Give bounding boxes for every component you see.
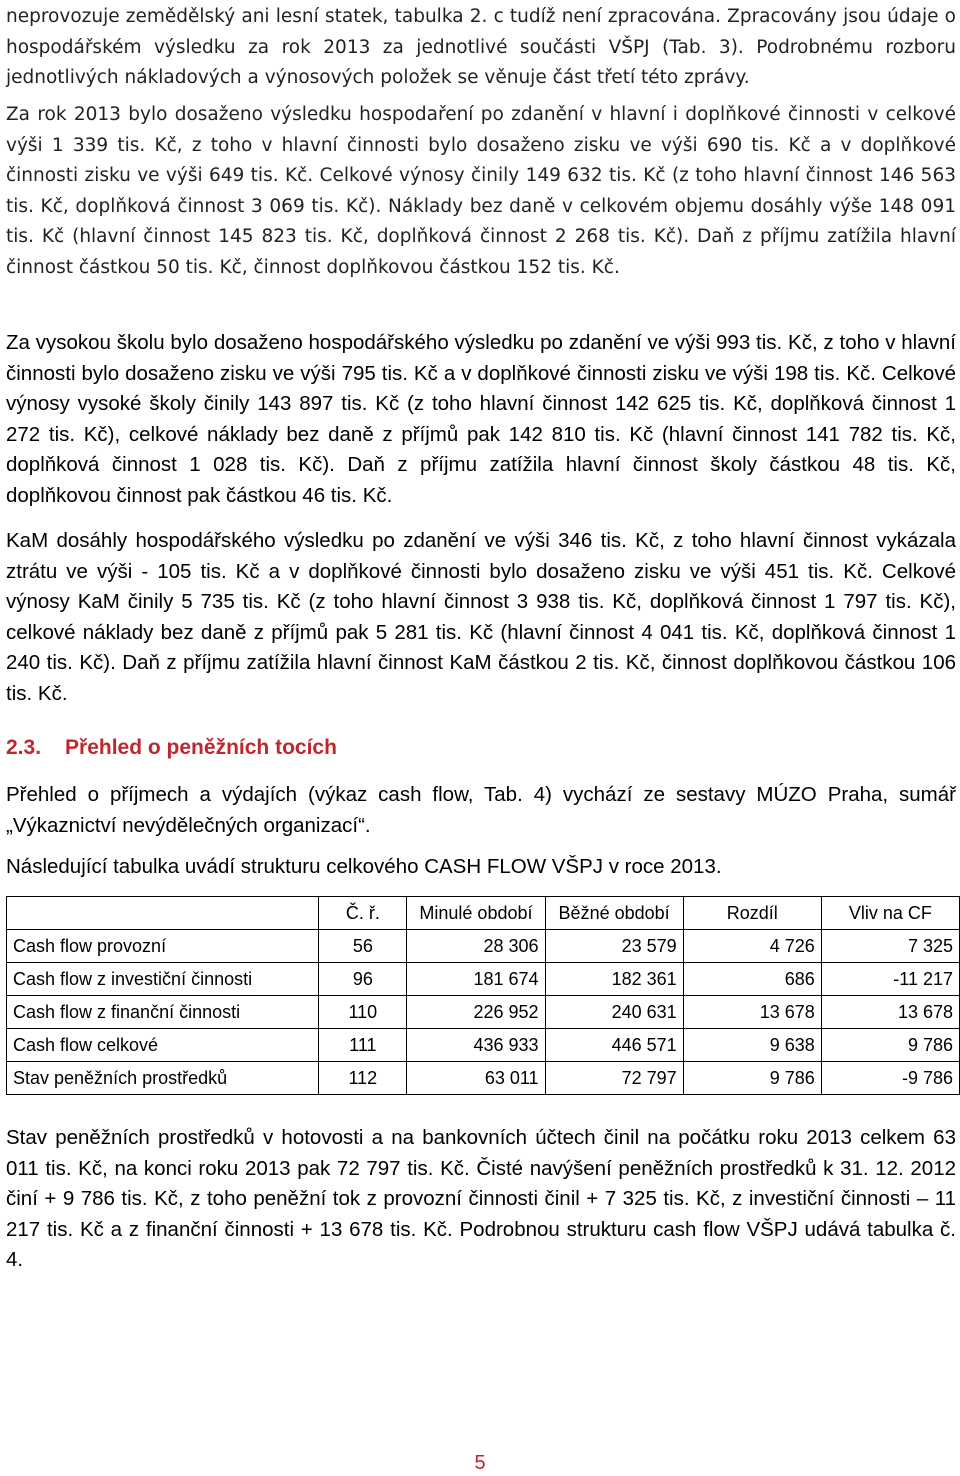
row-number: 111 [319, 1029, 407, 1062]
cf-impact-value: -11 217 [821, 963, 959, 996]
header-previous-period: Minulé období [407, 897, 545, 930]
page-number: 5 [474, 1452, 486, 1474]
paragraph-table-intro: Následující tabulka uvádí strukturu celkového CASH FLOW VŠPJ v roce 2013. [6, 855, 722, 878]
difference-value: 686 [683, 963, 821, 996]
table-header-row [7, 897, 960, 930]
header-label [7, 897, 319, 930]
cf-impact-value: 9 786 [821, 1029, 959, 1062]
difference-value: 13 678 [683, 996, 821, 1029]
paragraph-cashflow-intro: Přehled o příjmech a výdajích (výkaz cash flow, Tab. 4) vychází ze sestavy MÚZO Praha, sumář „Výkaznictví nevýdělečných organizací“. [6, 783, 956, 837]
paragraph-university-result: Za vysokou školu bylo dosaženo hospodářského výsledku po zdanění ve výši 993 tis. Kč, z toho v hlavní činnosti bylo dosaženo zisku ve výši 795 tis. Kč a v doplňkové činnosti zisku ve výši 198 tis. Kč. Celkové výnosy vysoké školy činily 143 897 tis. Kč (z toho hlavní činnost 142 625 tis. Kč, doplňková činnost 1 272 tis. Kč), celkové náklady bez daně z příjmů pak 142 810 tis. Kč (hlavní činnost 141 782 tis. Kč, doplňková činnost 1 028 tis. Kč). Daň z příjmu zatížila hlavní činnost školy částkou 48 tis. Kč, doplňkovou činnost pak částkou 46 tis. Kč. [6, 331, 956, 507]
paragraph-intro: neprovozuje zemědělský ani lesní statek, tabulka 2. c tudíž není zpracována. Zpracovány jsou údaje o hospodářském výsledku za rok 2013 za jednotlivé součásti VŠPJ (Tab. 3). Podrobnému rozboru jednotlivých nákladových a výnosových položek se věnuje část třetí této zprávy. [6, 6, 956, 89]
paragraph-kam-result: KaM dosáhly hospodářského výsledku po zdanění ve výši 346 tis. Kč, z toho hlavní činnost vykázala ztrátu ve výši - 105 tis. Kč a v doplňkové činnosti bylo dosaženo zisku ve výši 451 tis. Kč. Celkové výnosy KaM činily 5 735 tis. Kč (z toho hlavní činnost 3 938 tis. Kč, doplňková činnost 1 797 tis. Kč), celkové náklady bez daně z příjmů pak 5 281 tis. Kč (hlavní činnost 4 041 tis. Kč, doplňková činnost 1 240 tis. Kč). Daň z příjmu zatížila hlavní činnost KaM částkou 2 tis. Kč, činnost doplňkovou částkou 106 tis. Kč. [6, 529, 956, 705]
section-title: Přehled o peněžních tocích [65, 736, 337, 759]
previous-period-value: 436 933 [407, 1029, 545, 1062]
table-row [7, 1062, 960, 1095]
previous-period-value: 63 011 [407, 1062, 545, 1095]
current-period-value: 72 797 [545, 1062, 683, 1095]
header-cf-impact: Vliv na CF [821, 897, 959, 930]
cf-impact-value: 13 678 [821, 996, 959, 1029]
row-number: 110 [319, 996, 407, 1029]
paragraph-cash-status: Stav peněžních prostředků v hotovosti a na bankovních účtech činil na počátku roku 2013 celkem 63 011 tis. Kč, na konci roku 2013 pak 72 797 tis. Kč. Čisté navýšení peněžních prostředků k 31. 12. 2012 činí + 9 786 tis. Kč, z toho peněžní tok z provozní činnosti činil + 7 325 tis. Kč, z investiční činnosti – 11 217 tis. Kč a z finanční činnosti + 13 678 tis. Kč. Podrobnou strukturu cash flow VŠPJ udává tabulka č. 4. [6, 1126, 956, 1272]
cf-impact-value: -9 786 [821, 1062, 959, 1095]
difference-value: 9 786 [683, 1062, 821, 1095]
difference-value: 4 726 [683, 930, 821, 963]
table-row [7, 930, 960, 963]
row-label: Cash flow celkové [7, 1029, 319, 1062]
previous-period-value: 181 674 [407, 963, 545, 996]
section-heading [6, 736, 337, 760]
current-period-value: 240 631 [545, 996, 683, 1029]
paragraph-result-summary: Za rok 2013 bylo dosaženo výsledku hospodaření po zdanění v hlavní i doplňkové činnosti v celkové výši 1 339 tis. Kč, z toho v hlavní činnosti bylo dosaženo zisku ve výši 690 tis. Kč a v doplňkové činnosti zisku ve výši 649 tis. Kč. Celkové výnosy činily 149 632 tis. Kč (z toho hlavní činnost 146 563 tis. Kč, doplňková činnost 3 069 tis. Kč). Náklady bez daně v celkovém objemu dosáhly výše 148 091 tis. Kč (hlavní činnost 145 823 tis. Kč, doplňková činnost 2 268 tis. Kč). Daň z příjmu zatížila hlavní činnost částkou 50 tis. Kč, činnost doplňkovou částkou 152 tis. Kč. [6, 104, 956, 278]
row-number: 96 [319, 963, 407, 996]
table-row [7, 963, 960, 996]
table-row [7, 1029, 960, 1062]
row-label: Stav peněžních prostředků [7, 1062, 319, 1095]
row-label: Cash flow z investiční činnosti [7, 963, 319, 996]
row-label: Cash flow provozní [7, 930, 319, 963]
row-number: 56 [319, 930, 407, 963]
cashflow-table [6, 896, 960, 1095]
row-label: Cash flow z finanční činnosti [7, 996, 319, 1029]
current-period-value: 182 361 [545, 963, 683, 996]
previous-period-value: 28 306 [407, 930, 545, 963]
section-number: 2.3. [6, 736, 42, 759]
difference-value: 9 638 [683, 1029, 821, 1062]
header-row-number: Č. ř. [319, 897, 407, 930]
cf-impact-value: 7 325 [821, 930, 959, 963]
header-difference: Rozdíl [683, 897, 821, 930]
current-period-value: 23 579 [545, 930, 683, 963]
previous-period-value: 226 952 [407, 996, 545, 1029]
current-period-value: 446 571 [545, 1029, 683, 1062]
table-row [7, 996, 960, 1029]
header-current-period: Běžné období [545, 897, 683, 930]
row-number: 112 [319, 1062, 407, 1095]
